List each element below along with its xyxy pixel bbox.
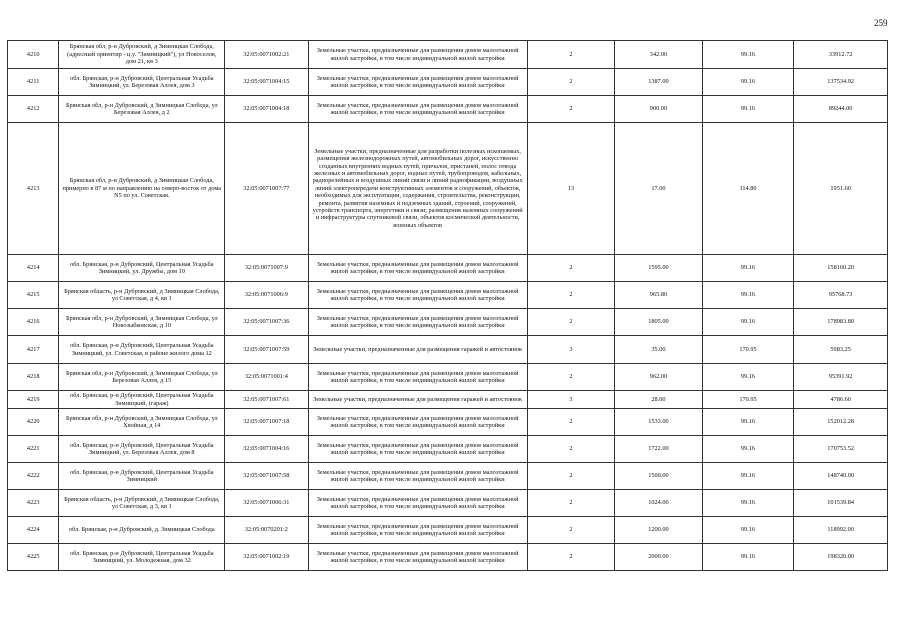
area-cell: 342.00 xyxy=(615,41,702,69)
permitted-use-cell: Земельные участки, предназначенные для размещения домов малоэтажной жилой застройки, в том числе индивидуальной жилой застройки xyxy=(308,490,527,517)
cadastral-value-cell: 33912.72 xyxy=(794,41,888,69)
address-cell: обл. Брянская, р-н Дубровский, Центральная Усадьба Зимницкий, ул. Березовая Аллея, дом 3 xyxy=(59,69,225,96)
table-row xyxy=(8,436,888,463)
permitted-use-cell: Земельные участки, предназначенные для размещения гаражей и автостоянок xyxy=(308,391,527,409)
row-number-cell: 4212 xyxy=(8,96,59,123)
address-cell: Брянская обл, р-н Дубровский, д Зимницкая Слобода, примерно в 87 м по направлению на северо-восток от дома N5 по ул. Советская. xyxy=(59,123,225,255)
cadastral-number-cell: 32:05:0071002:21 xyxy=(225,41,308,69)
address-cell: Брянская область, р-н Дубровский, д Зимницкая Слобода, ул Советская, д 3, кв 1 xyxy=(59,490,225,517)
row-number-cell: 4221 xyxy=(8,436,59,463)
address-cell: обл. Брянская, р-н Дубровский, Центральная Усадьба Зимницкий, ул. Молодежная, дом 32 xyxy=(59,544,225,571)
table-row xyxy=(8,364,888,391)
area-cell: 1024.00 xyxy=(615,490,702,517)
cadastral-number-cell: 32:05:0071004:18 xyxy=(225,96,308,123)
category-cell: 3 xyxy=(527,391,614,409)
row-number-cell: 4217 xyxy=(8,336,59,364)
rate-cell: 99.16 xyxy=(702,41,794,69)
address-cell: Брянская обл, р-н Дубровский, д Зимницкая Слобода, (адресный ориентир - ц.у. "Зимницкий"), ул Новоселов, дом 21, кв 3 xyxy=(59,41,225,69)
cadastral-value-cell: 5983.25 xyxy=(794,336,888,364)
area-cell: 2000.00 xyxy=(615,544,702,571)
address-cell: Брянская обл, р-н Дубровский, д Зимницкая Слобода, ул Березовая Аллея, д 15 xyxy=(59,364,225,391)
category-cell: 3 xyxy=(527,336,614,364)
cadastral-value-cell: 101539.84 xyxy=(794,490,888,517)
table-row xyxy=(8,309,888,336)
category-cell: 2 xyxy=(527,41,614,69)
category-cell: 2 xyxy=(527,409,614,436)
cadastral-number-cell: 32:05:0071002:19 xyxy=(225,544,308,571)
cadastral-value-cell: 95391.92 xyxy=(794,364,888,391)
row-number-cell: 4224 xyxy=(8,517,59,544)
permitted-use-cell: Земельные участки, предназначенные для размещения домов малоэтажной жилой застройки, в том числе индивидуальной жилой застройки xyxy=(308,544,527,571)
address-cell: обл. Брянская, р-н Дубровский, Центральная Усадьба Зимницкий, (гараж) xyxy=(59,391,225,409)
table-row xyxy=(8,391,888,409)
area-cell: 1500.00 xyxy=(615,463,702,490)
category-cell: 2 xyxy=(527,544,614,571)
address-cell: Брянская обл, р-н Дубровский, д Зимницкая Слобода, ул Березовая Аллея, д 2 xyxy=(59,96,225,123)
area-cell: 1805.00 xyxy=(615,309,702,336)
table-row xyxy=(8,255,888,282)
cadastral-value-cell: 198320.00 xyxy=(794,544,888,571)
cadastral-value-cell: 118992.00 xyxy=(794,517,888,544)
registry-body xyxy=(8,41,888,571)
area-cell: 1722.00 xyxy=(615,436,702,463)
table-row xyxy=(8,69,888,96)
permitted-use-cell: Земельные участки, предназначенные для размещения домов малоэтажной жилой застройки, в том числе индивидуальной жилой застройки xyxy=(308,69,527,96)
row-number-cell: 4222 xyxy=(8,463,59,490)
rate-cell: 170.95 xyxy=(702,391,794,409)
category-cell: 13 xyxy=(527,123,614,255)
category-cell: 2 xyxy=(527,69,614,96)
cadastral-number-cell: 32:05:0071004:15 xyxy=(225,69,308,96)
table-row xyxy=(8,409,888,436)
cadastral-value-cell: 1951.60 xyxy=(794,123,888,255)
address-cell: обл. Брянская, р-н Дубровский, Центральная Усадьба Зимницкий xyxy=(59,463,225,490)
page-number: 259 xyxy=(874,18,888,28)
table-row xyxy=(8,282,888,309)
cadastral-value-cell: 148740.00 xyxy=(794,463,888,490)
row-number-cell: 4215 xyxy=(8,282,59,309)
cadastral-value-cell: 170753.52 xyxy=(794,436,888,463)
area-cell: 35.00 xyxy=(615,336,702,364)
permitted-use-cell: Земельные участки, предназначенные для размещения домов малоэтажной жилой застройки, в том числе индивидуальной жилой застройки xyxy=(308,409,527,436)
permitted-use-cell: Земельные участки, предназначенные для размещения домов малоэтажной жилой застройки, в том числе индивидуальной жилой застройки xyxy=(308,282,527,309)
category-cell: 2 xyxy=(527,309,614,336)
cadastral-value-cell: 4786.60 xyxy=(794,391,888,409)
permitted-use-cell: Земельные участки, предназначенные для размещения домов малоэтажной жилой застройки, в том числе индивидуальной жилой застройки xyxy=(308,96,527,123)
category-cell: 2 xyxy=(527,436,614,463)
cadastral-number-cell: 32:05:0070201:2 xyxy=(225,517,308,544)
row-number-cell: 4219 xyxy=(8,391,59,409)
rate-cell: 99.16 xyxy=(702,463,794,490)
category-cell: 2 xyxy=(527,282,614,309)
rate-cell: 114.80 xyxy=(702,123,794,255)
address-cell: обл. Брянская, р-н Дубровский, Центральная Усадьба Зимницкий, ул. Советская, в районе жилого дома 12 xyxy=(59,336,225,364)
cadastral-value-cell: 178983.80 xyxy=(794,309,888,336)
cadastral-number-cell: 32:05:0071006:9 xyxy=(225,282,308,309)
cadastral-number-cell: 32:05:0071004:16 xyxy=(225,436,308,463)
cadastral-number-cell: 32:05:0071007:61 xyxy=(225,391,308,409)
rate-cell: 99.16 xyxy=(702,255,794,282)
area-cell: 17.00 xyxy=(615,123,702,255)
rate-cell: 99.16 xyxy=(702,517,794,544)
rate-cell: 99.16 xyxy=(702,69,794,96)
table-row xyxy=(8,336,888,364)
address-cell: Брянская обл, р-н Дубровский, д Зимницкая Слобода, ул Хвойная, д 14 xyxy=(59,409,225,436)
cadastral-value-cell: 137534.92 xyxy=(794,69,888,96)
address-cell: обл. Брянская, р-н Дубровский, д. Зимницкая Слобода xyxy=(59,517,225,544)
cadastral-value-cell: 152012.28 xyxy=(794,409,888,436)
table-row xyxy=(8,463,888,490)
rate-cell: 99.16 xyxy=(702,282,794,309)
area-cell: 1533.00 xyxy=(615,409,702,436)
area-cell: 28.00 xyxy=(615,391,702,409)
land-plot-registry-table xyxy=(7,40,888,571)
cadastral-value-cell: 89244.00 xyxy=(794,96,888,123)
permitted-use-cell: Земельные участки, предназначенные для разработки полезных ископаемых, размещения железнодорожных путей, автомобильных дорог, искусственно созданных внутренних водных путей, причалов, пристаней, полос отвода железных и автомобильных дорог, водных путей, трубопроводов, кабельных, радиорелейных и воздушных линий связи и линий радиофикации, воздушных линий электропередачи конструктивных элементов и сооружений, объектов, необходимых для эксплуатации, содержания, строительства, реконструкции, ремонта, развития наземных и подземных зданий, строений, сооружений, устройств транспорта, энергетики и связи; размещения наземных сооружений и инфраструктуры спутниковой связи, объектов космической деятельности, военных объектов xyxy=(308,123,527,255)
category-cell: 2 xyxy=(527,517,614,544)
rate-cell: 99.16 xyxy=(702,490,794,517)
permitted-use-cell: Земельные участки, предназначенные для размещения домов малоэтажной жилой застройки, в том числе индивидуальной жилой застройки xyxy=(308,309,527,336)
rate-cell: 99.16 xyxy=(702,96,794,123)
address-cell: обл. Брянская, р-н Дубровский, Центральная Усадьба Зимницкий, ул. Березовая Аллея, дом 8 xyxy=(59,436,225,463)
area-cell: 1387.00 xyxy=(615,69,702,96)
row-number-cell: 4225 xyxy=(8,544,59,571)
row-number-cell: 4210 xyxy=(8,41,59,69)
table-row xyxy=(8,96,888,123)
category-cell: 2 xyxy=(527,364,614,391)
row-number-cell: 4211 xyxy=(8,69,59,96)
permitted-use-cell: Земельные участки, предназначенные для размещения гаражей и автостоянок xyxy=(308,336,527,364)
cadastral-number-cell: 32:05:0071006:31 xyxy=(225,490,308,517)
area-cell: 1595.00 xyxy=(615,255,702,282)
address-cell: Брянская область, р-н Дубровский, д Зимницкая Слобода, ул Советская, д 4, кв 1 xyxy=(59,282,225,309)
category-cell: 2 xyxy=(527,463,614,490)
row-number-cell: 4220 xyxy=(8,409,59,436)
area-cell: 965.80 xyxy=(615,282,702,309)
cadastral-value-cell: 158160.20 xyxy=(794,255,888,282)
area-cell: 1200.00 xyxy=(615,517,702,544)
row-number-cell: 4223 xyxy=(8,490,59,517)
category-cell: 2 xyxy=(527,255,614,282)
area-cell: 900.00 xyxy=(615,96,702,123)
cadastral-number-cell: 32:05:0071007:36 xyxy=(225,309,308,336)
table-row xyxy=(8,517,888,544)
category-cell: 2 xyxy=(527,490,614,517)
table-row xyxy=(8,490,888,517)
permitted-use-cell: Земельные участки, предназначенные для размещения домов малоэтажной жилой застройки, в том числе индивидуальной жилой застройки xyxy=(308,41,527,69)
rate-cell: 99.16 xyxy=(702,409,794,436)
category-cell: 2 xyxy=(527,96,614,123)
cadastral-value-cell: 95768.73 xyxy=(794,282,888,309)
table-row xyxy=(8,41,888,69)
table-row xyxy=(8,544,888,571)
cadastral-number-cell: 32:05:0071007:9 xyxy=(225,255,308,282)
area-cell: 962.00 xyxy=(615,364,702,391)
table-row xyxy=(8,123,888,255)
address-cell: обл. Брянская, р-н Дубровский, Центральная Усадьба Зимницкий, ул. Дружбы, дом 10 xyxy=(59,255,225,282)
cadastral-number-cell: 32:05:0071007:59 xyxy=(225,336,308,364)
permitted-use-cell: Земельные участки, предназначенные для размещения домов малоэтажной жилой застройки, в том числе индивидуальной жилой застройки xyxy=(308,463,527,490)
permitted-use-cell: Земельные участки, предназначенные для размещения домов малоэтажной жилой застройки, в том числе индивидуальной жилой застройки xyxy=(308,255,527,282)
rate-cell: 99.16 xyxy=(702,309,794,336)
permitted-use-cell: Земельные участки, предназначенные для размещения домов малоэтажной жилой застройки, в том числе индивидуальной жилой застройки xyxy=(308,436,527,463)
cadastral-number-cell: 32:05:0071007:18 xyxy=(225,409,308,436)
rate-cell: 99.16 xyxy=(702,436,794,463)
row-number-cell: 4213 xyxy=(8,123,59,255)
address-cell: Брянская обл, р-н Дубровский, д Зимницкая Слобода, ул Новозыбковская, д 10 xyxy=(59,309,225,336)
permitted-use-cell: Земельные участки, предназначенные для размещения домов малоэтажной жилой застройки, в том числе индивидуальной жилой застройки xyxy=(308,517,527,544)
rate-cell: 99.16 xyxy=(702,544,794,571)
permitted-use-cell: Земельные участки, предназначенные для размещения домов малоэтажной жилой застройки, в том числе индивидуальной жилой застройки xyxy=(308,364,527,391)
row-number-cell: 4216 xyxy=(8,309,59,336)
row-number-cell: 4214 xyxy=(8,255,59,282)
row-number-cell: 4218 xyxy=(8,364,59,391)
cadastral-number-cell: 32:05:0071001:4 xyxy=(225,364,308,391)
rate-cell: 99.16 xyxy=(702,364,794,391)
cadastral-number-cell: 32:05:0071007:58 xyxy=(225,463,308,490)
rate-cell: 170.95 xyxy=(702,336,794,364)
cadastral-number-cell: 32:05:0071007:77 xyxy=(225,123,308,255)
